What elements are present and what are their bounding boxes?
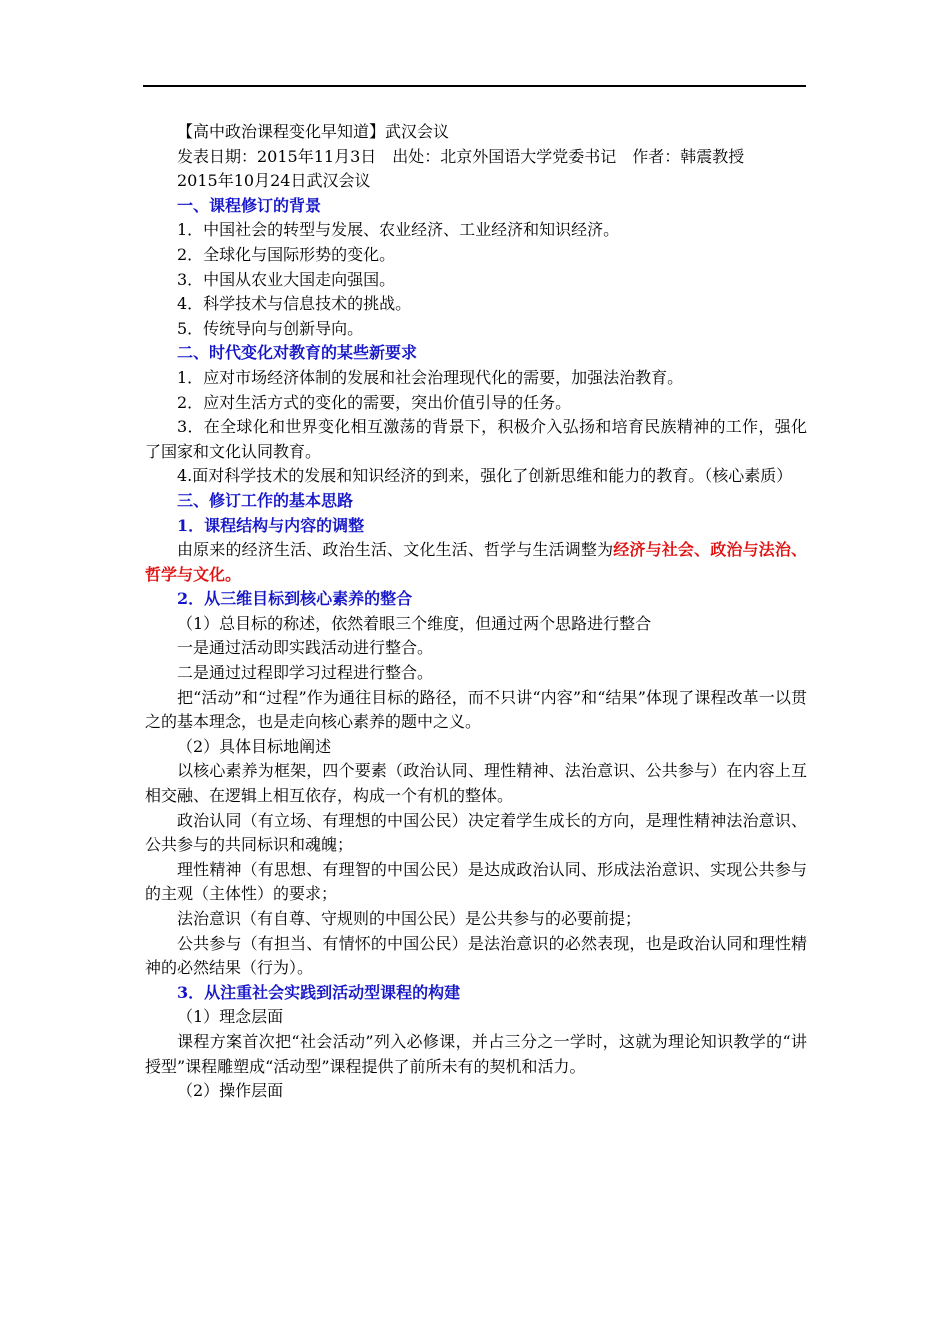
paragraph: 一是通过活动即实践活动进行整合。 (177, 638, 434, 658)
paragraph: （2）具体目标地阐述 (177, 736, 332, 756)
paragraph: 二是通过过程即学习过程进行整合。 (177, 663, 434, 683)
paragraph: 公共参与（有担当、有情怀的中国公民）是法治意识的必然表现，也是政治认同和理性精神的必然结果（行为）。 (145, 933, 807, 978)
list-item: 4．科学技术与信息技术的挑战。 (177, 294, 412, 314)
list-item: 1．应对市场经济体制的发展和社会治理现代化的需要，加强法治教育。 (177, 367, 684, 387)
paragraph: 课程方案首次把“社会活动”列入必修课，并占三分之一学时，这就为理论知识教学的“讲授型”课程雕塑成“活动型”课程提供了前所未有的契机和活力。 (145, 1031, 807, 1076)
list-item: 3．中国从农业大国走向强国。 (177, 269, 396, 289)
subsection-3-2-heading: 2．从三维目标到核心素养的整合 (177, 589, 413, 609)
list-item: 3．在全球化和世界变化相互激荡的背景下，积极介入弘扬和培育民族精神的工作，强化了国家和文化认同教育。 (145, 417, 807, 461)
header-rule (143, 85, 806, 87)
subsection-3-3-heading: 3．从注重社会实践到活动型课程的构建 (177, 982, 461, 1002)
document-body (145, 120, 807, 1104)
highlight-text: 经济与社会、政治与法治、哲学与文化。 (145, 540, 807, 584)
section-3-heading: 三、修订工作的基本思路 (177, 490, 354, 510)
paragraph: （2）操作层面 (177, 1081, 284, 1101)
list-item: 5．传统导向与创新导向。 (177, 318, 364, 338)
document-title: 【高中政治课程变化早知道】武汉会议 (177, 122, 450, 141)
list-item: 2．应对生活方式的变化的需要，突出价值引导的任务。 (177, 392, 572, 412)
paragraph: 理性精神（有思想、有理智的中国公民）是达成政治认同、形成法治意识、实现公共参与的主观（主体性）的要求； (145, 859, 807, 904)
section-1-heading: 一、课程修订的背景 (177, 195, 322, 215)
list-item: 4.面对科学技术的发展和知识经济的到来，强化了创新思维和能力的教育。（核心素质） (177, 466, 793, 486)
document-meta: 发表日期：2015年11月3日 出处：北京外国语大学党委书记 作者：韩震教授 (177, 146, 745, 166)
paragraph: 把“活动”和“过程”作为通往目标的路径，而不只讲“内容”和“结果”体现了课程改革一以贯之的基本理念，也是走向核心素养的题中之义。 (145, 687, 807, 732)
list-item: 1．中国社会的转型与发展、农业经济、工业经济和知识经济。 (177, 220, 620, 240)
paragraph-text: 由原来的经济生活、政治生活、文化生活、哲学与生活调整为 (177, 540, 614, 560)
section-2-heading: 二、时代变化对教育的某些新要求 (177, 343, 418, 363)
list-item: 2．全球化与国际形势的变化。 (177, 244, 396, 264)
subsection-3-1-heading: 1．课程结构与内容的调整 (177, 515, 365, 535)
paragraph: 法治意识（有自尊、守规则的中国公民）是公共参与的必要前提； (177, 909, 642, 928)
paragraph (145, 538, 807, 587)
paragraph: 以核心素养为框架，四个要素（政治认同、理性精神、法治意识、公共参与）在内容上互相交融、在逻辑上相互依存，构成一个有机的整体。 (145, 761, 807, 806)
paragraph: 政治认同（有立场、有理想的中国公民）决定着学生成长的方向，是理性精神法治意识、公共参与的共同标识和魂魄； (145, 810, 807, 855)
paragraph: （1）总目标的称述，依然着眼三个维度，但通过两个思路进行整合 (177, 613, 652, 633)
date-line: 2015年10月24日武汉会议 (177, 171, 371, 191)
paragraph: （1）理念层面 (177, 1007, 284, 1027)
